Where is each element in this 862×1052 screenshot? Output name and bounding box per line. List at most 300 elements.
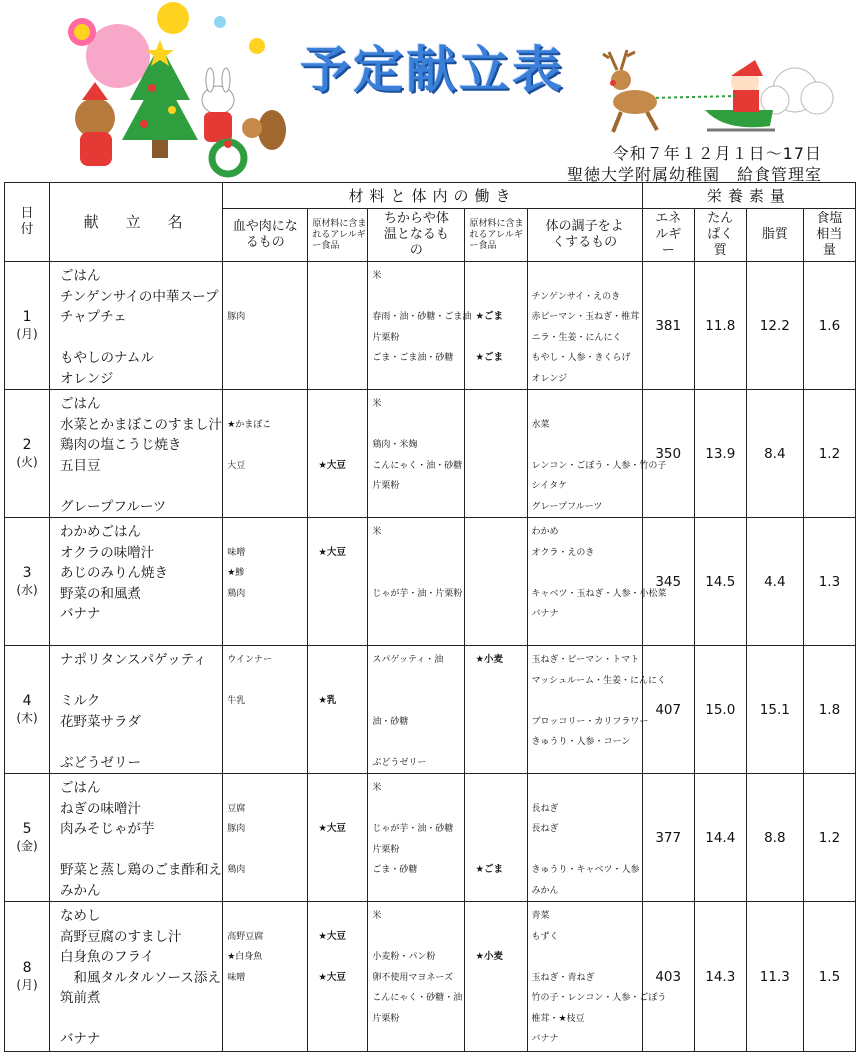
allergen-list-line [312,476,363,497]
dish-list-line: 五目豆 [60,457,101,474]
day-number: 4 [22,692,32,709]
dish-list-line: ナポリタンスパゲッティ [60,652,207,668]
dish-list-line: 和風タルタルソース添え [60,969,221,986]
energy-source-list-line: 鶏肉・米麹 [372,440,418,450]
header-protein: たんぱく質 [694,209,746,262]
energy-source-list-line: 米 [372,399,382,409]
allergen-list-line: ★大豆 [318,930,346,942]
allergen-list-line [469,394,522,415]
blood-meat-list [223,774,308,902]
energy-value: 377 [642,774,694,902]
allergen-list-line [312,435,363,456]
dish-list-line: 野菜と蒸し鶏のごま酢和え [60,862,223,878]
body-condition-list-line: バナナ [531,1034,559,1044]
body-condition-list-line: 青菜 [531,911,550,921]
fat-value: 15.1 [746,646,803,774]
blood-meat-list-line: ★鯵 [227,568,245,578]
blood-meat-list-line: 牛乳 [227,696,246,706]
body-condition-list-line: きゅうり・キャベツ・人参 [531,865,640,875]
small-sun-icon [249,38,265,54]
header-allergen-2: 原材料に含まれるアレルギー食品 [465,209,527,262]
protein-value: 15.0 [694,646,746,774]
energy-source-list-line: 米 [372,271,382,281]
allergen-list-line [469,435,522,456]
body-condition-list-line: バナナ [531,609,559,619]
energy-value: 350 [642,390,694,518]
reins-line [650,96,735,98]
allergen-list-line [469,266,522,287]
day-row [5,774,856,902]
allergen-list-line [469,691,522,712]
header-salt: 食塩相当量 [803,209,855,262]
header-day: 日 付 [5,183,50,262]
weekday: (水) [16,582,38,597]
dish-list-line [54,476,218,497]
blood-meat-list-line [227,671,303,692]
blood-meat-list-line [227,1009,303,1030]
allergen-list-line [469,840,522,861]
body-condition-list-line: グレープフルーツ [531,501,603,512]
blood-meat-list-line [227,476,303,497]
body-condition-list-line: 竹の子・レンコン・人参・ごぼう [531,993,667,1003]
dish-list [50,774,223,902]
body-condition-list-line [532,266,638,287]
allergen-list-line [469,968,522,989]
allergen-list-line [312,712,363,733]
header-nutrition: 栄養素量 [642,183,855,209]
allergen-list [308,774,368,902]
header-energy-source: ちからや体温となるもの [368,209,465,262]
body-condition-list-line: 赤ピーマン・玉ねぎ・椎茸 [531,312,640,322]
day-number: 2 [22,436,32,453]
energy-source-list-line [372,799,460,820]
allergen-list-line [312,584,363,605]
day-cell [5,646,50,774]
dish-list-line [54,840,218,861]
dish-list-line: 鶏肉の塩こうじ焼き [60,437,182,453]
cloud-icon [761,68,833,114]
salt-value: 1.6 [803,262,855,390]
energy-source-list-line [372,497,460,518]
allergen-list-line [312,881,363,902]
energy-source-list-line [372,604,460,625]
allergen-list-line [469,927,522,948]
day-row [5,518,856,646]
allergen-list-line [469,671,522,692]
allergen-list-line: ★ごま [475,311,504,322]
allergen-list-line [469,369,522,390]
protein-value: 14.3 [694,902,746,1052]
header-ingredients: 材料と体内の働き [223,183,642,209]
day-cell [5,262,50,390]
body-condition-list-line [532,753,638,774]
dish-list-line: 白身魚のフライ [60,949,155,965]
allergen-list-line [312,415,363,436]
blood-meat-list-line: ★白身魚 [227,952,263,962]
blood-meat-list-line [227,881,303,902]
protein-value: 13.9 [694,390,746,518]
menu-table [4,182,856,1052]
body-condition-list-line: チンゲンサイ・えのき [531,291,621,302]
energy-source-list-line [372,287,460,308]
fat-value: 12.2 [746,262,803,390]
dish-list-line: 水菜とかまぼこのすまし汁 [60,416,223,433]
body-condition-list [527,646,667,774]
date-range: 令和７年１２月１日～17日 [612,144,822,163]
allergen-list-line [312,906,363,927]
allergen-list-line: ★大豆 [318,823,346,834]
dish-list-line: 野菜の和風煮 [60,585,142,602]
allergen-list-line [312,778,363,799]
dish-list-line: 筑前煮 [60,990,101,1006]
allergen-list-line [312,732,363,753]
dish-list-line: ぶどうゼリー [60,754,142,771]
blood-meat-list-line [227,988,303,1009]
blood-meat-list [223,646,308,774]
energy-source-list-line: じゃが芋・油・砂糖 [372,824,454,834]
energy-source-list-line [372,927,460,948]
allergen-list-line [469,799,522,820]
squirrel-icon [242,110,286,150]
header-allergen-1: 原材料に含まれるアレルギー食品 [308,209,368,262]
bubble-icon [214,16,226,28]
energy-source-list [368,902,465,1052]
energy-source-list-line [372,543,460,564]
allergen-list [465,262,527,390]
day-row [5,390,856,518]
day-number: 8 [22,959,32,976]
blood-meat-list-line [227,712,303,733]
salt-value: 1.8 [803,646,855,774]
allergen-list-line [469,328,522,349]
allergen-list-line [469,522,522,543]
allergen-list-line [312,287,363,308]
allergen-list-line [312,497,363,518]
energy-source-list-line: 片栗粉 [372,332,400,343]
day-cell [5,518,50,646]
body-condition-list-line: オレンジ [531,373,568,384]
energy-value: 403 [642,902,694,1052]
energy-value: 381 [642,262,694,390]
allergen-list-line [312,988,363,1009]
blood-meat-list-line [227,778,303,799]
dish-list [50,262,223,390]
day-number: 5 [22,820,32,837]
body-condition-list-line [532,625,638,646]
blood-meat-list-line: ウインナー [227,655,272,665]
day-number: 1 [22,308,32,325]
right-decoration [595,40,840,140]
dish-list-line: 肉みそじゃが芋 [60,821,155,837]
allergen-list-line [469,625,522,646]
allergen-list [465,646,527,774]
allergen-list-line [469,732,522,753]
page-title: 予定献立表 [300,41,565,99]
allergen-list-line: ★小麦 [475,654,504,665]
body-condition-list-line [532,394,638,415]
body-condition-list-line: マッシュルーム・生姜・にんにく [531,675,667,686]
dish-list-line: ねぎの味噌汁 [60,800,142,817]
body-condition-list [527,902,667,1052]
allergen-list-line [469,563,522,584]
body-condition-list [527,518,667,646]
body-condition-list-line: 長ねぎ [531,803,559,814]
dish-list-line: バナナ [60,606,101,622]
blood-meat-list-line [227,369,303,390]
body-condition-list-line: 椎茸・★枝豆 [531,1013,585,1024]
blood-meat-list-line [227,604,303,625]
energy-source-list-line [372,1029,460,1050]
allergen-list [465,518,527,646]
dish-list-line: バナナ [60,1031,101,1047]
protein-value: 14.4 [694,774,746,902]
allergen-list-line [469,753,522,774]
body-condition-list-line: 水菜 [531,419,550,430]
fat-value: 11.3 [746,902,803,1052]
energy-source-list-line: こんにゃく・油・砂糖 [372,460,463,471]
rabbit-icon [202,68,234,142]
bear-icon [75,82,115,166]
body-condition-list-line [532,435,638,456]
allergen-list-line [469,543,522,564]
allergen-list-line: ★大豆 [318,546,346,558]
day-cell [5,902,50,1052]
energy-source-list-line: 片栗粉 [372,844,400,855]
blood-meat-list [223,390,308,518]
body-condition-list-line: ニラ・生姜・にんにく [531,332,622,343]
body-condition-list-line [532,691,638,712]
energy-source-list-line: ごま・砂糖 [372,865,418,875]
dish-list-line: わかめごはん [60,524,142,540]
energy-source-list-line [372,881,460,902]
body-condition-list-line: 玉ねぎ・ピーマン・トマト [531,655,640,665]
blood-meat-list-line [227,287,303,308]
energy-source-list [368,390,465,518]
body-condition-list-line: オクラ・えのき [531,547,595,558]
dish-list-line: ごはん [60,780,101,796]
organization-name: 聖徳大学附属幼稚園 給食管理室 [566,165,822,184]
blood-meat-list-line [227,732,303,753]
allergen-list [308,390,368,518]
body-condition-list [527,262,642,390]
dish-list-line: ミルク [60,693,101,709]
blood-meat-list-line [227,497,303,518]
allergen-list-line [312,625,363,646]
energy-value: 407 [642,646,694,774]
allergen-list [308,518,368,646]
day-cell [5,774,50,902]
weekday: (木) [16,710,38,725]
protein-value: 11.8 [694,262,746,390]
allergen-list-line [469,287,522,308]
salt-value: 1.2 [803,774,855,902]
allergen-list-line [312,307,363,328]
allergen-list-line [469,456,522,477]
energy-source-list-line: 春雨・油・砂糖・ごま油 [372,312,472,322]
energy-source-list [368,646,465,774]
allergen-list-line [312,753,363,774]
weekday: (月) [16,977,38,992]
energy-source-list-line: 米 [372,527,382,537]
allergen-list-line [469,778,522,799]
allergen-list-line: ★小麦 [475,951,504,962]
allergen-list [465,902,527,1052]
dish-list-line [54,625,218,646]
allergen-list-line [312,348,363,369]
body-condition-list-line [532,778,638,799]
energy-source-list-line: 米 [372,783,382,793]
dish-list [50,902,223,1052]
blood-meat-list-line: 大豆 [227,460,246,471]
body-condition-list-line [532,947,638,968]
allergen-list-line [312,1029,363,1050]
allergen-list [308,646,368,774]
dish-list-line [54,328,218,349]
allergen-list-line [312,394,363,415]
protein-value: 14.5 [694,518,746,646]
body-condition-list [527,774,642,902]
header-dish: 献 立 名 [50,183,223,262]
blood-meat-list-line: 豚肉 [227,312,246,322]
blood-meat-list-line [227,753,303,774]
body-condition-list-line: みかん [531,885,559,896]
energy-source-list-line [372,415,460,436]
day-row [5,902,856,1052]
blood-meat-list-line: 鶏肉 [227,865,246,875]
dish-list [50,646,223,774]
allergen-list-line [312,840,363,861]
blood-meat-list-line: ★かまぼこ [227,419,272,430]
header-energy: エネルギー [642,209,694,262]
energy-source-list [368,262,472,390]
energy-source-list-line: 卵不使用マヨネーズ [372,972,453,983]
energy-source-list-line: ぶどうゼリー [372,757,427,768]
body-condition-list-line [532,840,638,861]
dish-list [50,518,223,646]
day-number: 3 [22,564,32,581]
energy-source-list-line: 片栗粉 [372,1013,400,1024]
energy-source-list-line [372,563,460,584]
dish-list-line [54,732,218,753]
dish-list-line: なめし [60,908,101,924]
allergen-list-line [312,369,363,390]
blood-meat-list-line: 豆腐 [227,803,246,814]
dish-list-line: みかん [60,882,101,899]
blood-meat-list-line [227,435,303,456]
blood-meat-list-line [227,348,303,369]
dish-list-line: 高野豆腐のすまし汁 [60,928,182,945]
allergen-list-line [469,604,522,625]
allergen-list-line [312,328,363,349]
body-condition-list-line: もずく [531,931,559,942]
dish-list-line [54,671,218,692]
blood-meat-list-line [227,840,303,861]
energy-value: 345 [642,518,694,646]
body-condition-list-line: もやし・人参・きくらげ [531,353,631,363]
allergen-list-line [469,988,522,1009]
allergen-list-line [312,671,363,692]
allergen-list-line [469,415,522,436]
allergen-list-line [469,906,522,927]
energy-source-list [368,518,465,646]
dish-list [50,390,223,518]
allergen-list [465,390,527,518]
blood-meat-list-line [227,906,303,927]
allergen-list-line [469,819,522,840]
energy-source-list-line: スパゲッティ・油 [372,655,444,665]
blood-meat-list-line [227,266,303,287]
allergen-list-line: ★ごま [475,352,504,363]
blood-meat-list [223,902,308,1052]
fat-value: 8.4 [746,390,803,518]
dish-list-line: オクラの味噌汁 [60,544,155,561]
weekday: (火) [16,454,38,469]
allergen-list-line [312,522,363,543]
blood-meat-list-line [227,328,303,349]
allergen-list-line: ★乳 [318,695,337,706]
wreath-icon [212,140,244,174]
energy-source-list-line: 小麦粉・パン粉 [372,952,436,962]
left-decoration [60,0,300,180]
allergen-list-line [312,1009,363,1030]
weekday: (月) [16,326,38,341]
body-condition-list-line [532,563,638,584]
body-condition-list-line: キャベツ・玉ねぎ・人参・小松菜 [531,588,667,599]
salt-value: 1.3 [803,518,855,646]
body-condition-list-line: 長ねぎ [531,824,559,834]
weekday: (金) [16,838,38,853]
blood-meat-list-line: 味噌 [227,972,246,983]
energy-source-list-line: じゃが芋・油・片栗粉 [372,588,463,599]
body-condition-list [527,390,667,518]
day-cell [5,390,50,518]
header-body-condition: 体の調子をよくするもの [527,209,642,262]
dish-list-line: オレンジ [60,370,114,387]
energy-source-list-line [372,732,460,753]
energy-source-list-line [372,671,460,692]
flower-icon [68,18,96,46]
allergen-list-line [312,799,363,820]
dish-list-line: ごはん [60,396,101,412]
dish-list-line: チンゲンサイの中華スープ [60,288,219,305]
blood-meat-list-line [227,1029,303,1050]
dish-list-line: もやしのナムル [60,350,154,366]
allergen-list-line [469,712,522,733]
reindeer-icon [603,50,657,132]
day-row [5,262,856,390]
allergen-list-line [312,604,363,625]
blood-meat-list [223,518,308,646]
allergen-list [308,262,368,390]
energy-source-list-line: 油・砂糖 [372,716,409,727]
allergen-list-line [469,1029,522,1050]
dish-list-line: ごはん [60,268,101,284]
header-blood-meat: 血や肉になるもの [223,209,308,262]
dish-list-line: チャプチェ [60,309,127,325]
allergen-list-line: ★大豆 [318,459,346,471]
day-row [5,646,856,774]
fat-value: 8.8 [746,774,803,902]
fat-value: 4.4 [746,518,803,646]
energy-source-list-line: 米 [372,911,382,921]
allergen-list-line [469,1009,522,1030]
allergen-list-line: ★ごま [475,864,504,875]
blood-meat-list-line: 高野豆腐 [227,931,264,942]
allergen-list-line [312,563,363,584]
blood-meat-list [223,262,308,390]
dish-list-line: グレープフルーツ [60,498,167,515]
energy-source-list-line [372,625,460,646]
